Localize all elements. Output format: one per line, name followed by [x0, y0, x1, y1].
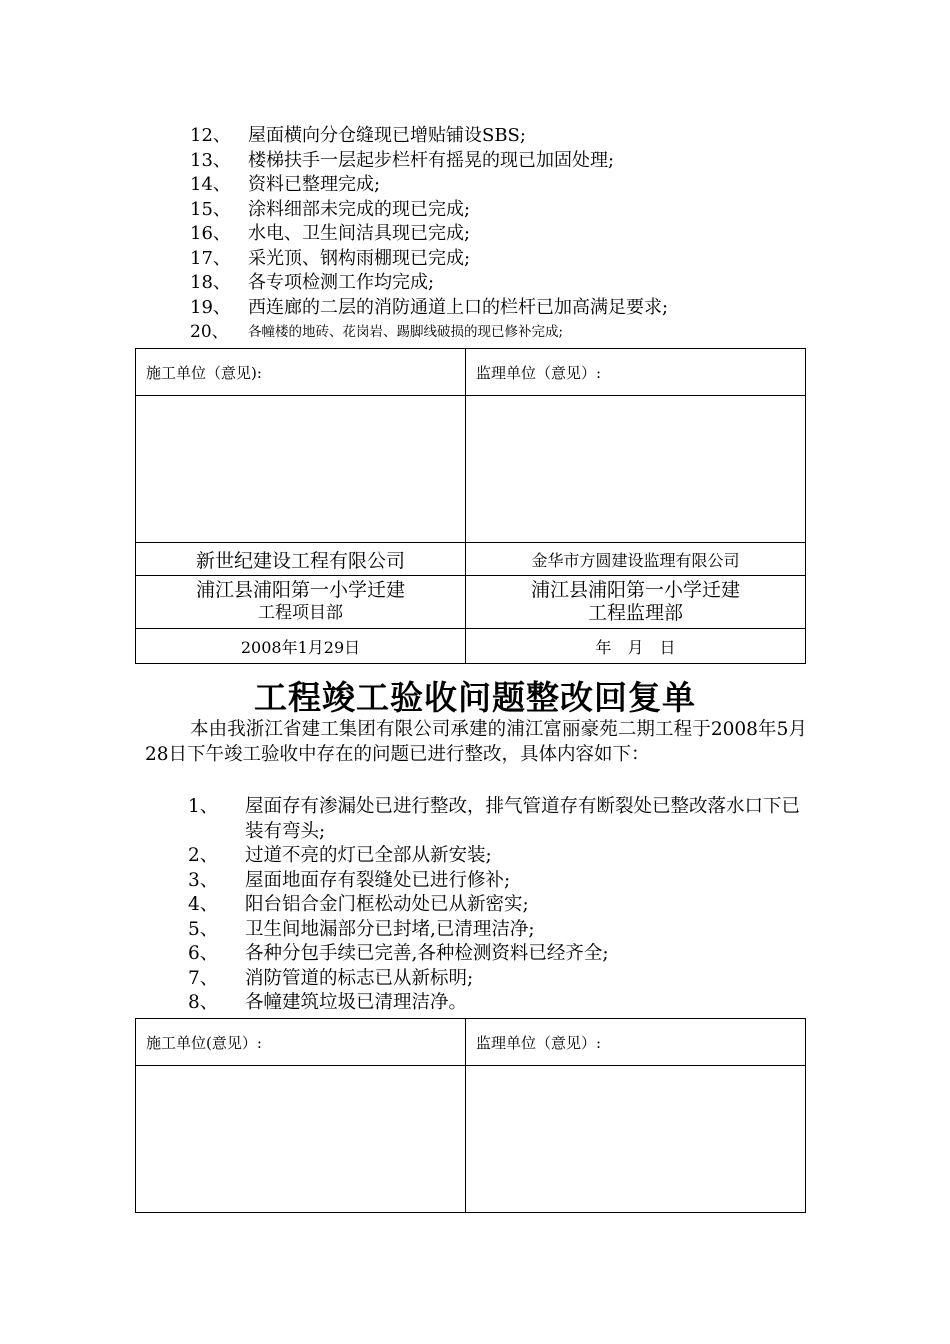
item-text: 消防管道的标志已从新标明; [245, 967, 474, 989]
intro-paragraph: 本由我浙江省建工集团有限公司承建的浦江富丽豪苑二期工程于2008年5月28日下午竣工验收中存在的问题已进行整改，具体内容如下： [145, 719, 807, 765]
item-text: 西连廊的二层的消防通道上口的栏杆已加高满足要求; [248, 296, 669, 318]
signature-table-2 [135, 1018, 806, 1213]
item-number: 17、 [190, 247, 231, 269]
signature-table-1 [135, 348, 806, 664]
list-item [188, 967, 808, 992]
item-text: 各幢楼的地砖、花岗岩、踢脚线破损的现已修补完成; [248, 324, 564, 340]
supervisor-project-line1: 浦江县浦阳第一小学迁建 [530, 579, 740, 601]
list-item [188, 893, 808, 918]
item-text: 涂料细部未完成的现已完成; [248, 198, 471, 220]
item-number: 18、 [190, 272, 231, 293]
supervisor-opinion-field[interactable] [466, 396, 806, 543]
item-number: 12、 [190, 125, 231, 146]
contractor-date: 2008年1月29日 [136, 629, 466, 664]
contractor-opinion-field[interactable] [136, 1066, 466, 1213]
item-text: 各幢建筑垃圾已清理洁净。 [245, 992, 468, 1013]
item-number: 4、 [188, 894, 219, 915]
contractor-project-line1: 浦江县浦阳第一小学迁建 [195, 579, 405, 601]
list-item [188, 869, 808, 894]
supervisor-date: 年 月 日 [466, 629, 806, 664]
item-number: 2、 [188, 845, 219, 866]
item-text: 采光顶、钢构雨棚现已完成; [248, 247, 471, 269]
item-text: 楼梯扶手一层起步栏杆有摇晃的现已加固处理; [248, 149, 615, 171]
item-number: 16、 [190, 223, 231, 244]
item-text: 资料已整理完成; [248, 174, 381, 195]
item-number: 15、 [190, 198, 231, 220]
contractor-project-dept [136, 576, 466, 629]
item-text: 屋面地面存有裂缝处已进行修补; [245, 869, 511, 891]
item-text: 卫生间地漏部分已封堵,已清理洁净; [245, 918, 535, 940]
item-number: 6、 [188, 943, 219, 964]
item-text: 各种分包手续已完善,各种检测资料已经齐全; [245, 943, 609, 964]
supervisor-project-line2: 工程监理部 [587, 602, 683, 624]
contractor-opinion-field[interactable] [136, 396, 466, 543]
item-text: 屋面横向分仓缝现已增贴铺设SBS; [248, 125, 526, 146]
contractor-project-line2: 工程项目部 [258, 603, 343, 623]
item-number: 13、 [190, 149, 231, 171]
supervisor-opinion-label: 监理单位（意见）: [466, 349, 806, 396]
item-number: 19、 [190, 296, 231, 318]
list-item [188, 942, 808, 967]
supervisor-project-dept [466, 576, 806, 629]
item-number: 14、 [190, 174, 231, 195]
contractor-company: 新世纪建设工程有限公司 [136, 543, 466, 576]
list-item [188, 991, 808, 1016]
item-text: 屋面存有渗漏处已进行整改，排气管道存有断裂处已整改落水口下已装有弯头; [245, 796, 801, 842]
list-item [188, 844, 808, 869]
item-number: 8、 [188, 992, 219, 1013]
list-item [188, 795, 808, 844]
contractor-opinion-label: 施工单位（意见): [136, 349, 466, 396]
item-number: 7、 [188, 967, 219, 989]
item-text: 各专项检测工作均完成; [248, 272, 435, 293]
document-title: 工程竣工验收问题整改回复单 [254, 678, 696, 717]
supervisor-company: 金华市方圆建设监理有限公司 [466, 543, 806, 576]
item-number: 5、 [188, 918, 219, 940]
item-text: 水电、卫生间洁具现已完成; [248, 223, 471, 244]
list-item [188, 918, 808, 943]
item-text: 过道不亮的灯已全部从新安装; [245, 845, 492, 866]
item-text: 阳台铝合金门框松动处已从新密实; [245, 894, 529, 915]
supervisor-opinion-field[interactable] [466, 1066, 806, 1213]
contractor-opinion-label: 施工单位(意见）: [136, 1019, 466, 1066]
supervisor-opinion-label: 监理单位（意见）: [466, 1019, 806, 1066]
item-number: 3、 [188, 869, 219, 891]
rectification-list [188, 795, 808, 1016]
item-number: 20、 [190, 322, 229, 342]
item-number: 1、 [188, 796, 219, 817]
